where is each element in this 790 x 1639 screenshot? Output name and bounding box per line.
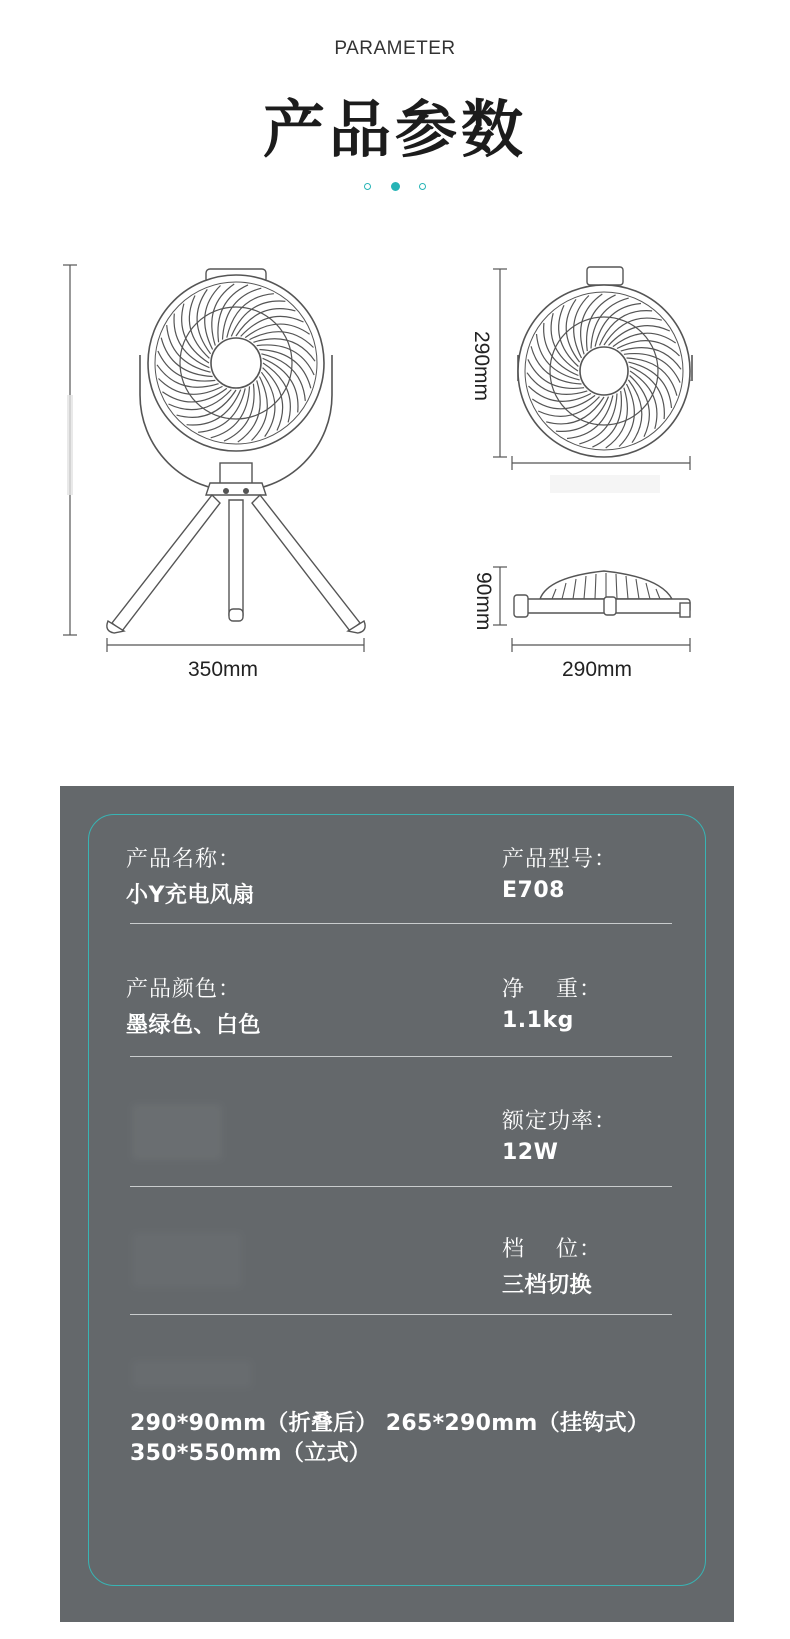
blurred-spec [132, 1360, 252, 1388]
spec-panel [60, 786, 734, 1622]
hang-height-label: 290mm [470, 331, 493, 402]
rated-power-value: 12W [502, 1140, 559, 1165]
gear-label: 档 位： [502, 1237, 602, 1262]
net-weight-value: 1.1kg [502, 1008, 574, 1033]
dot-2 [391, 182, 400, 191]
fan-line-drawing [0, 255, 790, 725]
folded-width-label: 290mm [562, 658, 633, 681]
dot-1 [364, 183, 371, 190]
product-color-label: 产品颜色： [126, 977, 242, 1002]
spec-divider [130, 923, 672, 924]
page-title: 产品参数 [262, 93, 527, 166]
decorative-dots [364, 180, 426, 192]
spec-divider [130, 1056, 672, 1057]
product-color-value: 墨绿色、白色 [126, 1013, 262, 1038]
size-line-1: 290*90mm（折叠后） 265*290mm（挂钩式） [130, 1411, 650, 1436]
product-name-value: 小Y充电风扇 [126, 883, 255, 908]
product-model-value: E708 [502, 878, 565, 903]
blurred-spec [132, 1232, 242, 1288]
stand-fan-drawing [63, 265, 365, 652]
dimension-diagram [0, 255, 790, 725]
product-name-label: 产品名称： [126, 847, 242, 872]
gear-value: 三档切换 [502, 1273, 593, 1298]
rated-power-label: 额定功率： [502, 1109, 618, 1134]
spec-panel-frame [88, 814, 706, 1586]
page-header [0, 0, 790, 200]
product-model-label: 产品型号： [502, 847, 618, 872]
net-weight-label: 净 重： [502, 977, 602, 1002]
size-line-2: 350*550mm（立式） [130, 1441, 372, 1466]
blurred-spec [132, 1104, 222, 1160]
spec-divider [130, 1314, 672, 1315]
folded-height-label: 90mm [472, 572, 495, 631]
section-eyebrow: PARAMETER [334, 38, 456, 59]
spec-divider [130, 1186, 672, 1187]
hanging-fan-drawing [493, 267, 692, 493]
dot-3 [419, 183, 426, 190]
folded-fan-drawing [493, 567, 690, 652]
stand-width-label: 350mm [188, 658, 259, 681]
